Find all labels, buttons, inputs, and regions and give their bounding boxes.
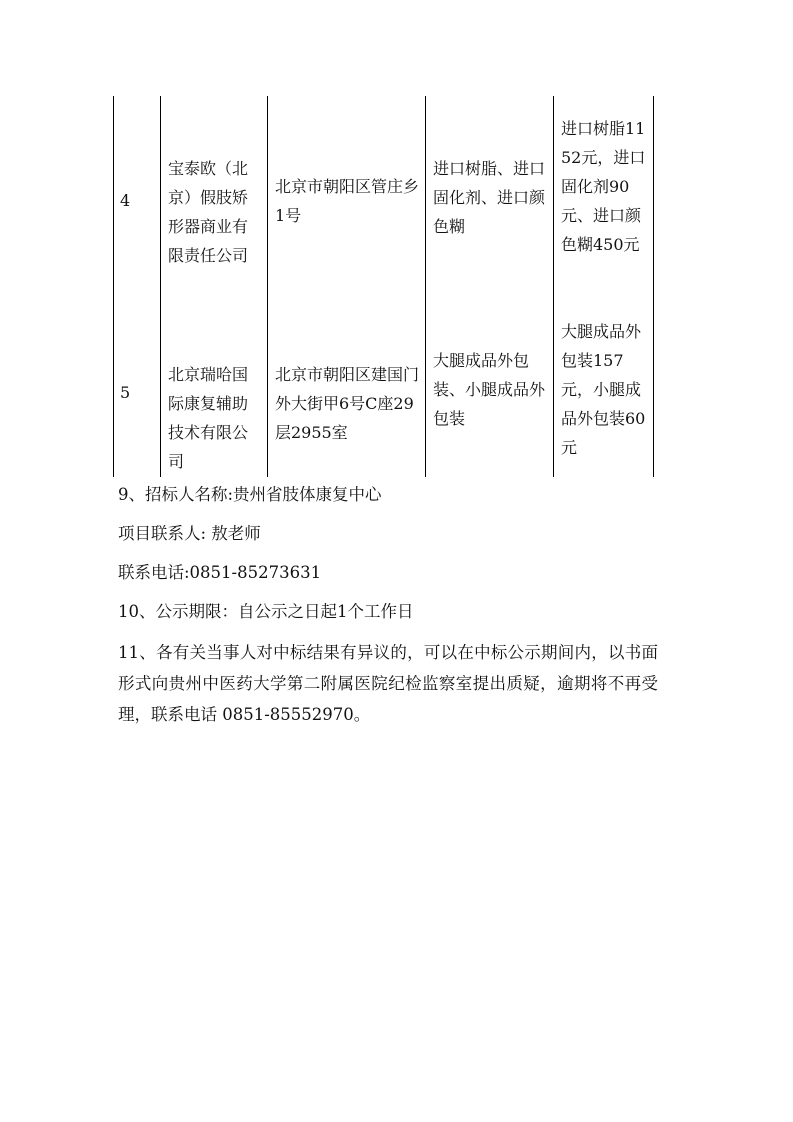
notice-period: 10、公示期限：自公示之日起1个工作日 xyxy=(118,602,414,621)
row-4-items: 进口树脂、进口固化剂、进口颜色糊 xyxy=(433,159,546,236)
row-5-address: 北京市朝阳区建国门外大街甲6号C座29层2955室 xyxy=(275,365,420,442)
row-4-price: 进口树脂1152元，进口固化剂90元、进口颜色糊450元 xyxy=(561,119,646,254)
row-4-company: 宝泰欧（北京）假肢矫形器商业有限责任公司 xyxy=(168,159,249,265)
table-border-right xyxy=(653,96,654,477)
table-divider-4 xyxy=(553,96,554,477)
contact-phone: 联系电话:0851-85273631 xyxy=(118,563,322,582)
table-divider-2 xyxy=(267,96,268,477)
row-5-price: 大腿成品外包装157元，小腿成品外包装60元 xyxy=(561,322,646,457)
row-4-number: 4 xyxy=(120,191,131,210)
table-divider-1 xyxy=(160,96,161,477)
table-divider-3 xyxy=(425,96,426,477)
bid-results-table xyxy=(113,96,654,477)
row-4-address: 北京市朝阳区管庄乡1号 xyxy=(275,177,420,225)
tenderer-name: 9、招标人名称:贵州省肢体康复中心 xyxy=(118,485,382,504)
row-5-items: 大腿成品外包装、小腿成品外包装 xyxy=(433,351,546,428)
row-5-number: 5 xyxy=(120,383,131,402)
table-border-left xyxy=(113,96,114,477)
objection-notice: 11、各有关当事人对中标结果有异议的，可以在中标公示期间内，以书面形式向贵州中医药大学第二附属医院纪检监察室提出质疑，逾期将不再受理，联系电话 0851-85552970。 xyxy=(118,643,658,724)
row-5-company: 北京瑞哈国际康复辅助技术有限公司 xyxy=(168,365,249,471)
project-contact-person: 项目联系人: 敖老师 xyxy=(118,524,261,543)
